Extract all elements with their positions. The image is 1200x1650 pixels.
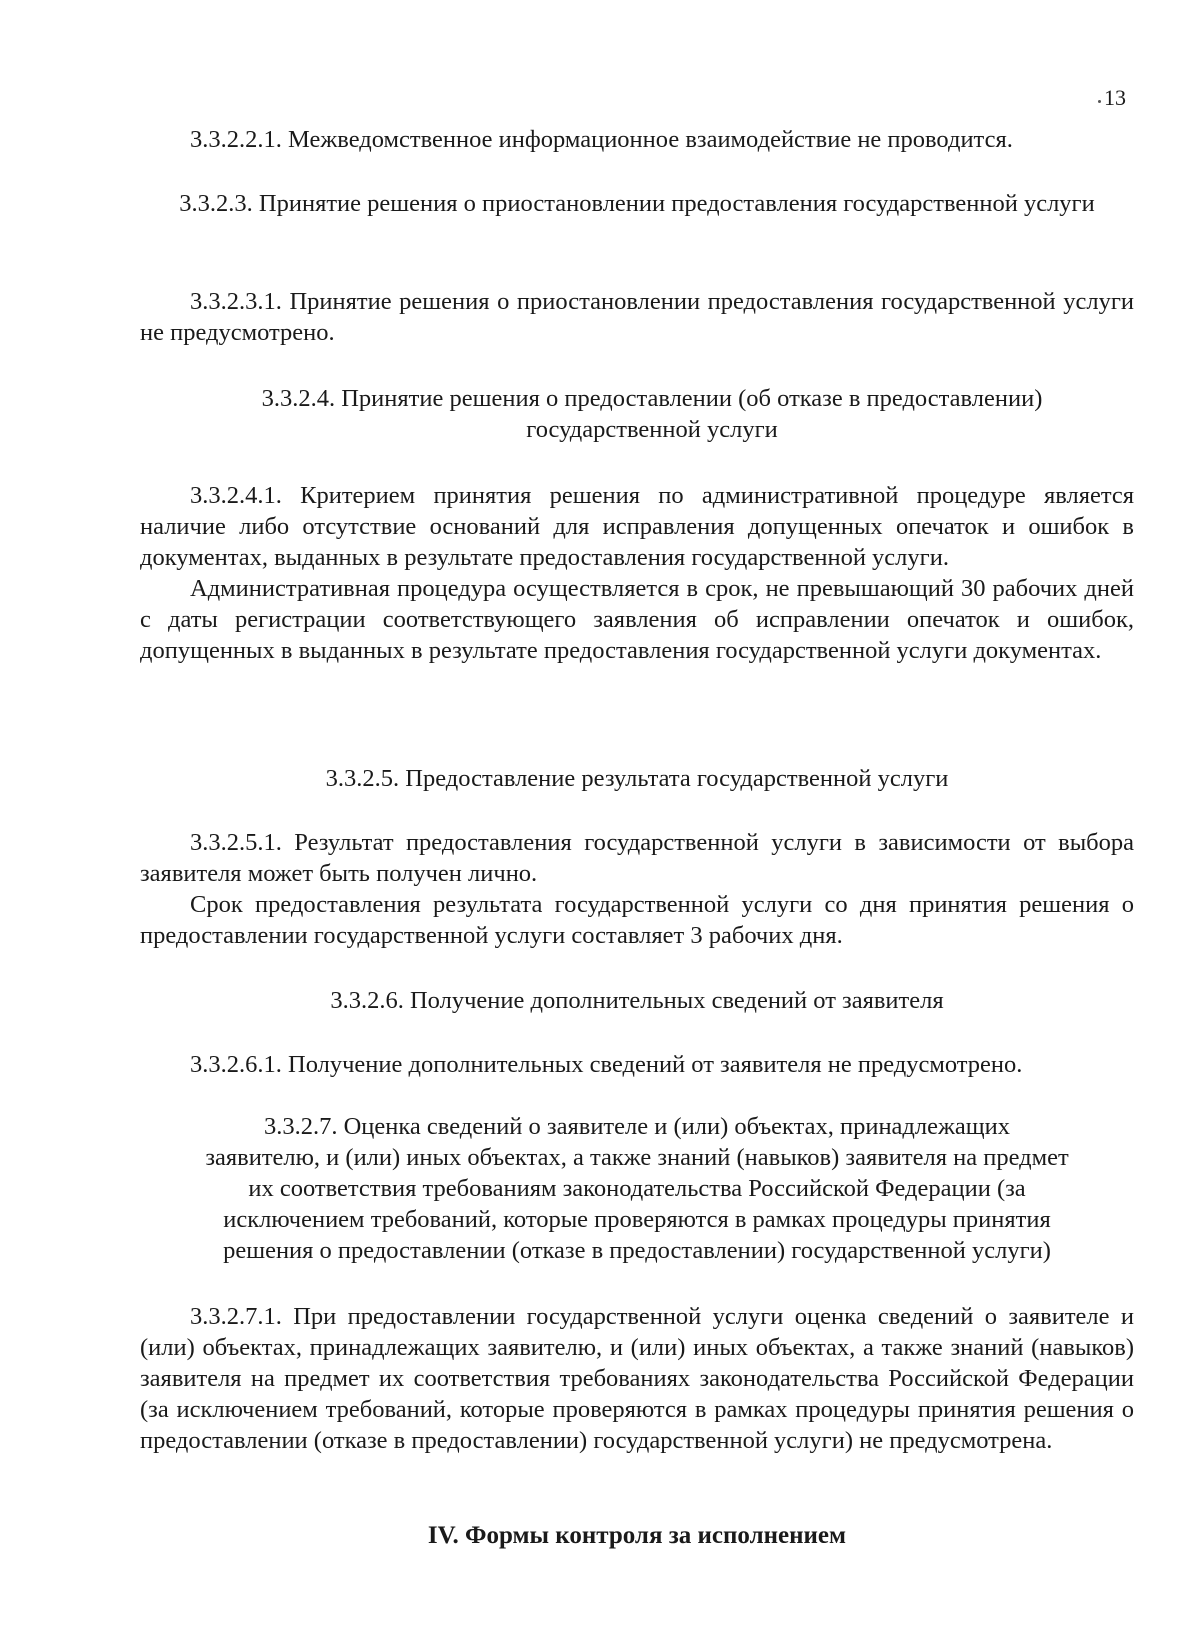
heading-3-3-2-4: 3.3.2.4. Принятие решения о предоставлении (об отказе в предоставлении) государственной услуги [261, 385, 1043, 443]
paragraph-3-3-2-5-1-term: Срок предоставления результата государственной услуги со дня принятия решения о предоставлении государственной услуги составляет 3 рабочих дня. [140, 891, 1134, 949]
heading-3-3-2-3: 3.3.2.3. Принятие решения о приостановлении предоставления государственной услуги [179, 190, 1095, 217]
page-number: 13 [1104, 85, 1126, 110]
scan-artifact [1098, 100, 1101, 103]
paragraph-3-3-2-4-1: 3.3.2.4.1. Критерием принятия решения по административной процедуре является наличие либо отсутствие оснований для исправления допущенных опечаток и ошибок в документах, выданных в результате предоставления государственной услуги. Административная процедура осуществляется в срок, не превышающий 30 рабочих дней с даты регистрации соответствующего заявления об исправлении опечаток и ошибок, допущенных в выданных в результате предоставления государственной услуги документах. [140, 482, 1134, 664]
paragraph-3-3-2-7-1: 3.3.2.7.1. При предоставлении государственной услуги оценка сведений о заявителе и (или) объектах, принадлежащих заявителю, и (или) иных объектах, а также знаний (навыков) заявителя на предмет их соответствия требованиях законодательства Российской Федерации (за исключением требований, которые проверяются в рамках процедуры принятия решения о предоставлении (отказе в предоставлении) государственной услуги) не предусмотрена. [140, 1303, 1134, 1454]
heading-3-3-2-6: 3.3.2.6. Получение дополнительных сведений от заявителя [330, 987, 944, 1014]
paragraph-3-3-2-5-1: 3.3.2.5.1. Результат предоставления государственной услуги в зависимости от выбора заявителя может быть получен лично. Срок предоставления результата государственной услуги со дня принятия решения о предоставлении государственной услуги составляет 3 рабочих дня. [140, 829, 1134, 949]
paragraph-3-3-2-3-1: 3.3.2.3.1. Принятие решения о приостановлении предоставления государственной услуги не предусмотрено. [140, 288, 1134, 346]
paragraph-3-3-2-4-1-term: Административная процедура осуществляется в срок, не превышающий 30 рабочих дней с даты регистрации соответствующего заявления об исправлении опечаток и ошибок, допущенных в выданных в результате предоставления государственной услуги документах. [140, 575, 1134, 664]
heading-3-3-2-7: 3.3.2.7. Оценка сведений о заявителе и (или) объектах, принадлежащих заявителю, и (или) иных объектах, а также знаний (навыков) заявителя на предмет их соответствия требованиям законодательства Российской Федерации (за исключением требований, которые проверяются в рамках процедуры принятия решения о предоставлении (отказе в предоставлении) государственной услуги) [205, 1113, 1069, 1264]
heading-section-iv: IV. Формы контроля за исполнением [427, 1522, 847, 1549]
heading-3-3-2-5: 3.3.2.5. Предоставление результата государственной услуги [325, 765, 949, 792]
paragraph-3-3-2-6-1: 3.3.2.6.1. Получение дополнительных сведений от заявителя не предусмотрено. [190, 1051, 1023, 1078]
paragraph-3-3-2-2-1: 3.3.2.2.1. Межведомственное информационное взаимодействие не проводится. [190, 126, 1013, 153]
